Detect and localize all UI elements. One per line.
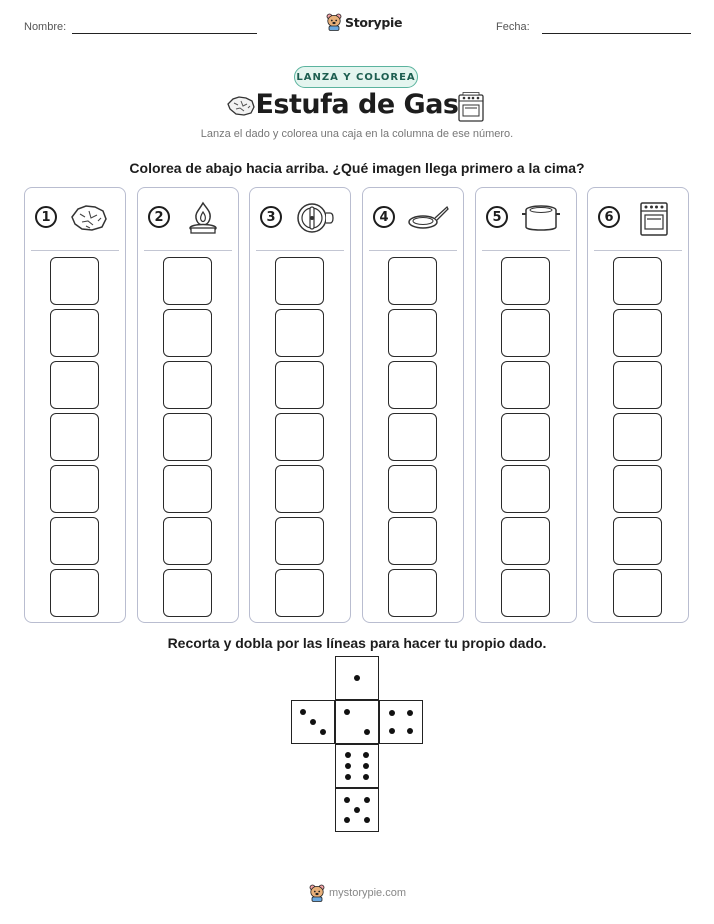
column-3 — [249, 187, 351, 623]
color-box[interactable] — [388, 569, 437, 617]
color-box[interactable] — [275, 361, 324, 409]
color-box[interactable] — [163, 465, 212, 513]
column-divider — [369, 250, 457, 251]
die-pip — [363, 763, 369, 769]
die-pip — [389, 728, 395, 734]
frying-pan-icon — [407, 200, 449, 236]
color-box[interactable] — [50, 569, 99, 617]
die-pip — [344, 709, 350, 715]
color-box[interactable] — [163, 517, 212, 565]
die-face-1 — [335, 656, 379, 700]
die-face-4 — [379, 700, 423, 744]
die-pip — [345, 774, 351, 780]
die-pip — [354, 675, 360, 681]
color-box[interactable] — [275, 309, 324, 357]
name-line[interactable] — [72, 33, 257, 34]
color-box[interactable] — [501, 517, 550, 565]
color-box[interactable] — [275, 413, 324, 461]
color-box[interactable] — [388, 465, 437, 513]
date-line[interactable] — [542, 33, 691, 34]
color-box[interactable] — [388, 309, 437, 357]
color-box[interactable] — [50, 517, 99, 565]
page-title: Estufa de Gas — [255, 89, 459, 120]
gas-stove-icon — [632, 200, 674, 236]
column-divider — [594, 250, 682, 251]
color-box[interactable] — [163, 413, 212, 461]
die-face-2 — [335, 700, 379, 744]
column-5 — [475, 187, 577, 623]
bear-mascot-icon — [326, 13, 342, 31]
brand-name: Storypie — [345, 14, 403, 30]
footer-brand — [309, 884, 406, 902]
bear-mascot-icon — [309, 884, 325, 902]
column-number: 2 — [148, 206, 170, 228]
color-box[interactable] — [613, 569, 662, 617]
race-instruction: Colorea de abajo hacia arriba. ¿Qué imagen llega primero a la cima? — [129, 160, 585, 176]
stove-knob-icon — [294, 200, 336, 236]
color-box[interactable] — [163, 361, 212, 409]
color-box[interactable] — [275, 517, 324, 565]
column-2 — [137, 187, 239, 623]
color-box[interactable] — [50, 361, 99, 409]
color-box[interactable] — [50, 413, 99, 461]
gas-stove-icon — [457, 91, 485, 123]
die-face-3 — [291, 700, 335, 744]
column-1 — [24, 187, 126, 623]
color-box[interactable] — [501, 257, 550, 305]
brand-logo — [326, 13, 402, 31]
color-box[interactable] — [613, 257, 662, 305]
die-pip — [345, 752, 351, 758]
color-box[interactable] — [388, 413, 437, 461]
color-box[interactable] — [501, 413, 550, 461]
date-label: Fecha: — [496, 21, 530, 33]
die-pip — [345, 763, 351, 769]
color-box[interactable] — [613, 517, 662, 565]
column-number: 5 — [486, 206, 508, 228]
activity-badge: LANZA Y COLOREA — [294, 66, 418, 88]
die-face-5 — [335, 788, 379, 832]
color-box[interactable] — [275, 257, 324, 305]
die-face-6 — [335, 744, 379, 788]
color-box[interactable] — [501, 361, 550, 409]
column-divider — [482, 250, 570, 251]
name-label: Nombre: — [24, 21, 67, 33]
column-number: 3 — [260, 206, 282, 228]
color-box[interactable] — [50, 257, 99, 305]
color-box[interactable] — [613, 309, 662, 357]
die-pip — [364, 817, 370, 823]
color-box[interactable] — [275, 569, 324, 617]
color-box[interactable] — [613, 361, 662, 409]
color-box[interactable] — [163, 257, 212, 305]
footer-url[interactable]: mystorypie.com — [329, 887, 407, 899]
cooking-pot-icon — [520, 200, 562, 236]
die-pip — [363, 752, 369, 758]
column-number: 4 — [373, 206, 395, 228]
color-box[interactable] — [613, 465, 662, 513]
coal-icon — [69, 200, 111, 236]
die-pip — [364, 797, 370, 803]
color-box[interactable] — [501, 465, 550, 513]
column-divider — [31, 250, 119, 251]
column-number: 1 — [35, 206, 57, 228]
color-box[interactable] — [388, 517, 437, 565]
column-4 — [362, 187, 464, 623]
column-6 — [587, 187, 689, 623]
color-box[interactable] — [275, 465, 324, 513]
die-pip — [364, 729, 370, 735]
die-pip — [389, 710, 395, 716]
page-subtitle: Lanza el dado y colorea una caja en la columna de ese número. — [200, 128, 514, 140]
die-pip — [300, 709, 306, 715]
die-pip — [407, 728, 413, 734]
color-box[interactable] — [388, 257, 437, 305]
die-pip — [320, 729, 326, 735]
die-pip — [363, 774, 369, 780]
die-pip — [344, 817, 350, 823]
column-number: 6 — [598, 206, 620, 228]
color-box[interactable] — [163, 309, 212, 357]
color-box[interactable] — [501, 309, 550, 357]
color-box[interactable] — [501, 569, 550, 617]
die-pip — [407, 710, 413, 716]
die-pip — [310, 719, 316, 725]
die-pip — [344, 797, 350, 803]
color-box[interactable] — [613, 413, 662, 461]
color-box[interactable] — [388, 361, 437, 409]
color-box[interactable] — [50, 309, 99, 357]
color-box[interactable] — [163, 569, 212, 617]
die-pip — [354, 807, 360, 813]
column-divider — [144, 250, 232, 251]
burner-flame-icon — [182, 200, 224, 236]
column-divider — [256, 250, 344, 251]
die-instruction: Recorta y dobla por las líneas para hacer tu propio dado. — [167, 635, 547, 651]
color-box[interactable] — [50, 465, 99, 513]
